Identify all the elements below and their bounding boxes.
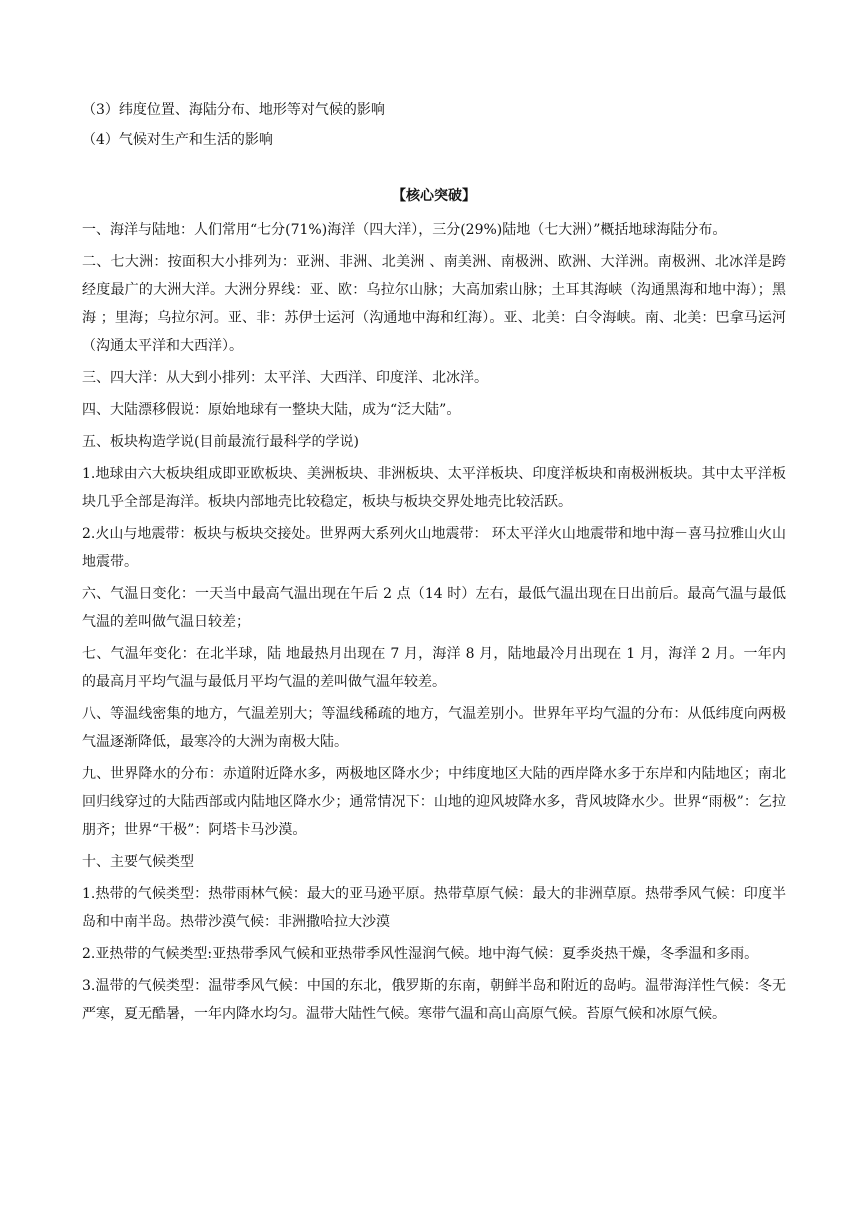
paragraph-precipitation: 九、世界降水的分布：赤道附近降水多，两极地区降水少；中纬度地区大陆的西岸降水多于东岸和内陆地区；南北回归线穿过的大陆西部或内陆地区降水少；通常情况下：山地的迎风坡降水多，背风坡降水少。世界“雨极”：乞拉朋齐；世界“干极”：阿塔卡马沙漠。 — [82, 766, 786, 838]
paragraph-plate-tectonics: 五、板块构造学说(目前最流行最科学的学说) — [82, 434, 359, 450]
paragraph-climate-types: 十、主要气候类型 — [82, 854, 194, 870]
intro-line-4: （4）气候对生产和生活的影响 — [82, 132, 273, 148]
paragraph-six-plates: 1.地球由六大板块组成即亚欧板块、美洲板块、非洲板块、太平洋板块、印度洋板块和南极洲板块。其中太平洋板块几乎全部是海洋。板块内部地壳比较稳定，板块与板块交界处地壳比较活跃。 — [82, 466, 786, 510]
paragraph-ocean-land: 一、海洋与陆地：人们常用“七分(71%)海洋（四大洋），三分(29%)陆地（七大洲）”概括地球海陆分布。 — [82, 222, 727, 238]
paragraph-tropical-climate: 1.热带的气候类型：热带雨林气候：最大的亚马逊平原。热带草原气候：最大的非洲草原。热带季风气候：印度半岛和中南半岛。热带沙漠气候：非洲撒哈拉大沙漠 — [82, 886, 786, 930]
paragraph-continental-drift: 四、大陆漂移假说：原始地球有一整块大陆，成为“泛大陆”。 — [82, 402, 461, 418]
paragraph-daily-temperature: 六、气温日变化：一天当中最高气温出现在午后 2 点（14 时）左右，最低气温出现在日出前后。最高气温与最低气温的差叫做气温日较差； — [82, 586, 786, 630]
paragraph-isotherms: 八、等温线密集的地方，气温差别大；等温线稀疏的地方，气温差别小。世界年平均气温的分布：从低纬度向两极气温逐渐降低，最寒冷的大洲为南极大陆。 — [82, 706, 786, 750]
paragraph-annual-temperature: 七、气温年变化：在北半球，陆 地最热月出现在 7 月，海洋 8 月，陆地最冷月出现在 1 月，海洋 2 月。一年内的最高月平均气温与最低月平均气温的差叫做气温年较差。 — [82, 646, 786, 690]
paragraph-subtropical-climate: 2.亚热带的气候类型:亚热带季风气候和亚热带季风性湿润气候。地中海气候：夏季炎热干燥，冬季温和多雨。 — [82, 946, 759, 962]
paragraph-temperate-climate: 3.温带的气候类型：温带季风气候：中国的东北，俄罗斯的东南，朝鲜半岛和附近的岛屿。温带海洋性气候：冬无严寒，夏无酷暑，一年内降水均匀。温带大陆性气候。寒带气温和高山高原气候。苔原气候和冰原气候。 — [82, 978, 786, 1022]
intro-line-3: （3）纬度位置、海陆分布、地形等对气候的影响 — [82, 102, 385, 118]
paragraph-volcano-earthquake: 2.火山与地震带：板块与板块交接处。世界两大系列火山地震带： 环太平洋火山地震带和地中海－喜马拉雅山火山地震带。 — [82, 526, 786, 570]
paragraph-seven-continents: 二、七大洲：按面积大小排列为：亚洲、非洲、北美洲 、南美洲、南极洲、欧洲、大洋洲。南极洲、北冰洋是跨经度最广的大洲大洋。大洲分界线：亚、欧：乌拉尔山脉；大高加索山脉；土耳其海峡（沟通黑海和地中海）；黑海 ；里海；乌拉尔河。亚、非：苏伊士运河（沟通地中海和红海）。亚、北美：白令海峡。南、北美：巴拿马运河（沟通太平洋和大西洋）。 — [82, 254, 786, 354]
section-heading: 【核心突破】 — [392, 188, 476, 204]
document-page — [82, 96, 786, 1032]
paragraph-four-oceans: 三、四大洋：从大到小排列：太平洋、大西洋、印度洋、北冰洋。 — [82, 370, 488, 386]
